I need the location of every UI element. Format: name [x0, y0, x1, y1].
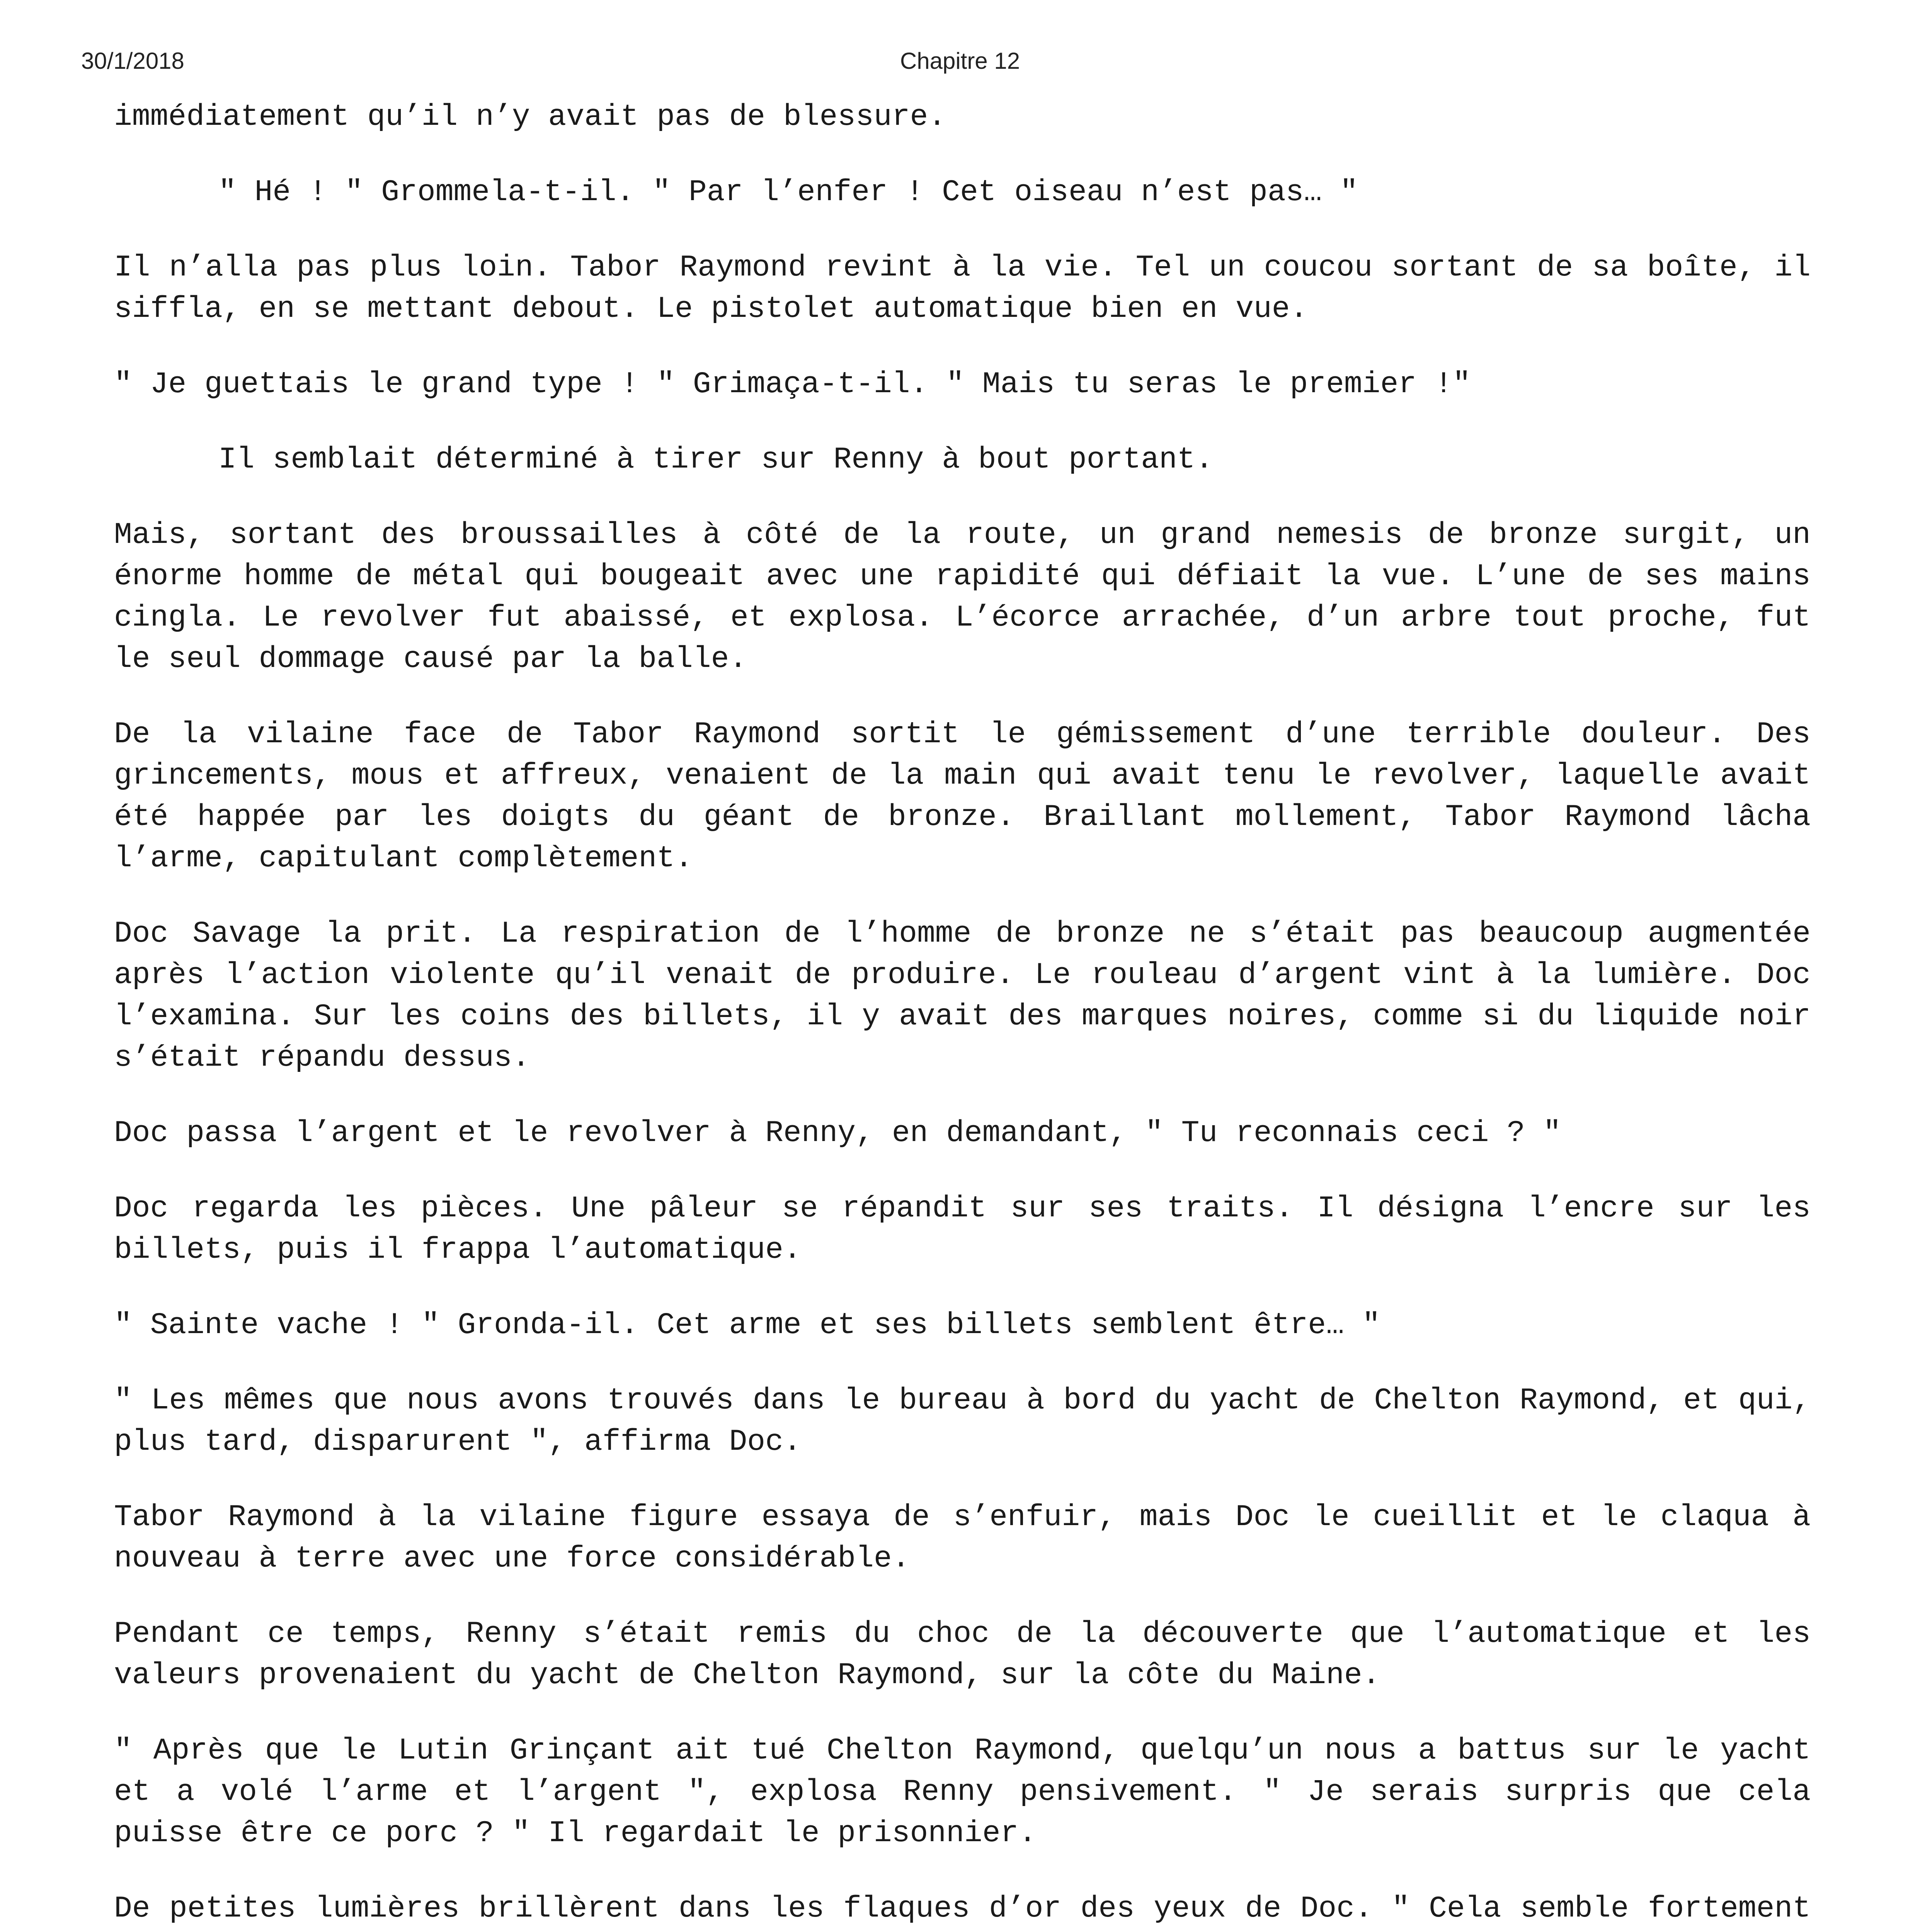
paragraph: Tabor Raymond à la vilaine figure essaya de s’enfuir, mais Doc le cueillit et le claqua à nouveau à terre avec une force considérable. — [114, 1500, 1811, 1576]
paragraph: " Je guettais le grand type ! " Grimaça-t-il. " Mais tu seras le premier !" — [114, 367, 1471, 401]
chapter-text — [114, 97, 1811, 1932]
paragraph: De la vilaine face de Tabor Raymond sortit le gémissement d’une terrible douleur. Des grincements, mous et affreux, venaient de la main qui avait tenu le revolver, laquelle avait été happée par les doigts du géant de bronze. Braillant mollement, Tabor Raymond lâcha l’arme, capitulant complètement. — [114, 718, 1811, 876]
paragraph: Il n’alla pas plus loin. Tabor Raymond revint à la vie. Tel un coucou sortant de sa boîte, il siffla, en se mettant debout. Le pistolet automatique bien en vue. — [114, 251, 1811, 326]
paragraph: Doc passa l’argent et le revolver à Renny, en demandant, " Tu reconnais ceci ? " — [114, 1116, 1561, 1150]
paragraph: " Sainte vache ! " Gronda-il. Cet arme et ses billets semblent être… " — [114, 1308, 1380, 1342]
chapter-title: Chapitre 12 — [900, 48, 1020, 74]
paragraph: " Après que le Lutin Grinçant ait tué Chelton Raymond, quelqu’un nous a battus sur le yacht et a volé l’arme et l’argent ", explosa Renny pensivement. " Je serais surpris que cela puisse être ce porc ? " Il regardait le prisonnier. — [114, 1734, 1811, 1850]
paragraph: Doc Savage la prit. La respiration de l’homme de bronze ne s’était pas beaucoup augmentée après l’action violente qu’il venait de produire. Le rouleau d’argent vint à la lumière. Doc l’examina. Sur les coins des billets, il y avait des marques noires, comme si du liquide noir s’était répandu dessus. — [114, 917, 1811, 1075]
paragraph: immédiatement qu’il n’y avait pas de blessure. — [114, 100, 946, 134]
paragraph: De petites lumières brillèrent dans les flaques d’or des yeux de Doc. " Cela semble fortement — [114, 1892, 1811, 1926]
paragraph: " Hé ! " Grommela-t-il. " Par l’enfer ! Cet oiseau n’est pas… " — [218, 175, 1358, 209]
print-date: 30/1/2018 — [81, 48, 184, 74]
paragraph: Mais, sortant des broussailles à côté de la route, un grand nemesis de bronze surgit, un énorme homme de métal qui bougeait avec une rapidité qui défiait la vue. L’une de ses mains cingla. Le revolver fut abaissé, et explosa. L’écorce arrachée, d’un arbre tout proche, fut le seul dommage causé par la balle. — [114, 518, 1811, 676]
paragraph: Doc regarda les pièces. Une pâleur se répandit sur ses traits. Il désigna l’encre sur les billets, puis il frappa l’automatique. — [114, 1192, 1811, 1267]
paragraph: " Les mêmes que nous avons trouvés dans le bureau à bord du yacht de Chelton Raymond, et qui, plus tard, disparurent ", affirma Doc. — [114, 1384, 1811, 1459]
paragraph: Pendant ce temps, Renny s’était remis du choc de la découverte que l’automatique et les valeurs provenaient du yacht de Chelton Raymond, sur la côte du Maine. — [114, 1617, 1811, 1692]
paragraph: Il semblait déterminé à tirer sur Renny à bout portant. — [218, 443, 1214, 477]
